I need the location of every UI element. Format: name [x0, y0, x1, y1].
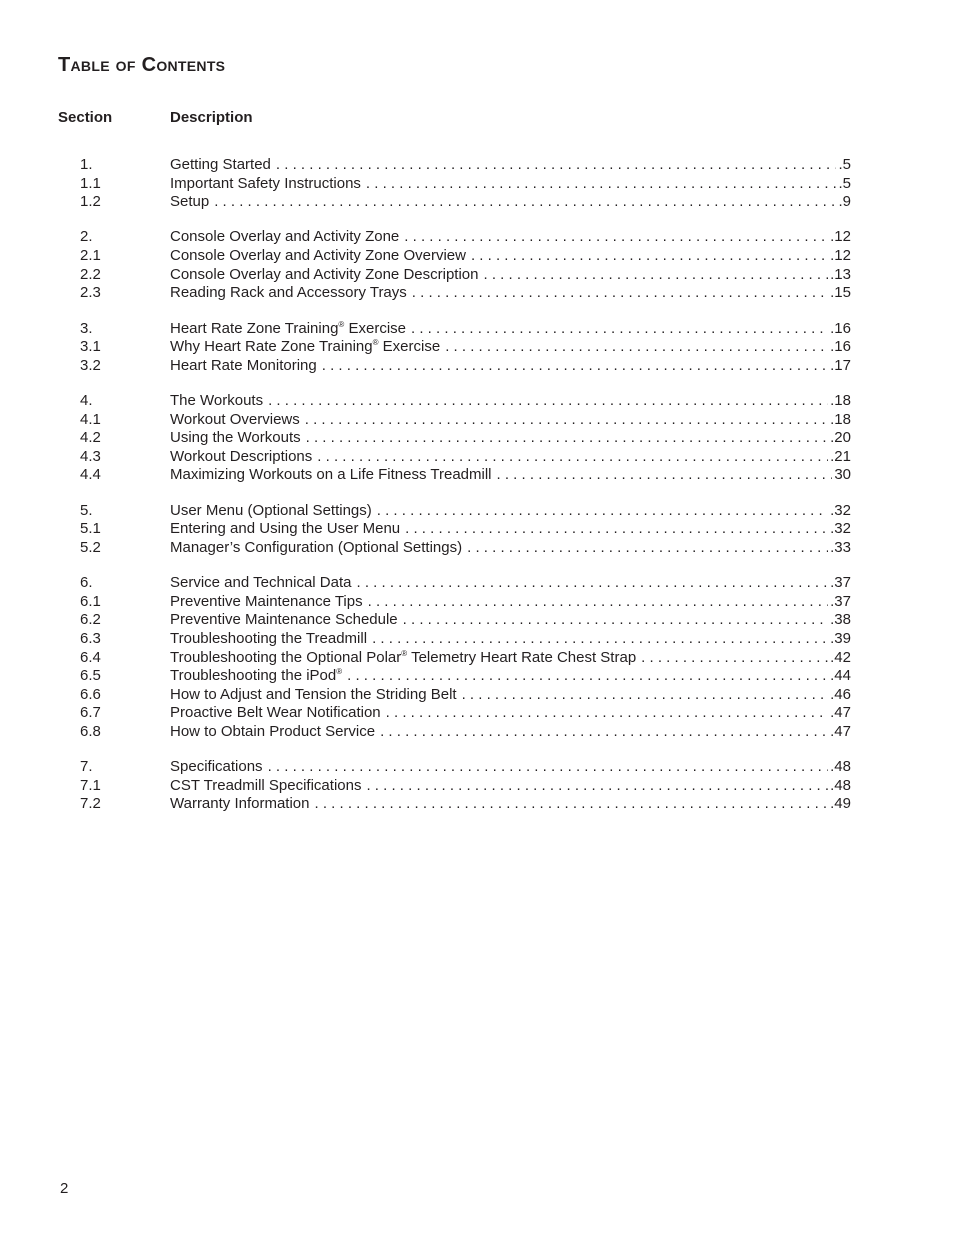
toc-entry-line — [170, 649, 851, 668]
toc-entry[interactable] — [0, 338, 954, 357]
toc-entry-label — [170, 795, 310, 814]
dot-leader — [405, 520, 828, 539]
dot-leader — [411, 320, 828, 339]
toc-entry-label — [170, 574, 352, 593]
toc-page-number: .48 — [830, 776, 851, 794]
toc-entry-line — [170, 338, 851, 357]
toc-entry-line — [170, 611, 851, 630]
toc-entry[interactable] — [0, 704, 954, 723]
toc-entry-label — [170, 758, 263, 777]
toc-section-number: 5. — [80, 501, 93, 519]
toc-group — [0, 392, 954, 485]
toc-page-number: .12 — [830, 247, 851, 265]
toc-entry-label — [170, 392, 263, 411]
toc-section-number: 7.1 — [80, 776, 101, 794]
toc-entry[interactable] — [0, 686, 954, 705]
toc-entry-text: Troubleshooting the iPod — [170, 667, 337, 685]
toc-entry[interactable] — [0, 156, 954, 175]
toc-section-number: 5.1 — [80, 520, 101, 538]
dot-leader — [276, 156, 837, 175]
toc-entry-text: Specifications — [170, 758, 263, 776]
dot-leader — [368, 593, 829, 612]
dot-leader — [412, 284, 828, 303]
dot-leader — [268, 392, 828, 411]
toc-entry-text: Console Overlay and Activity Zone — [170, 228, 400, 246]
toc-entry-line — [170, 723, 851, 742]
toc-page-number: .37 — [830, 592, 851, 610]
toc-page-number: .42 — [830, 648, 851, 666]
registered-mark: ® — [372, 338, 379, 348]
toc-entry-line — [170, 758, 851, 777]
toc-entry-line — [170, 502, 851, 521]
toc-entry-line — [170, 466, 851, 485]
toc-section-number: 4.4 — [80, 466, 101, 484]
toc-entry-label — [170, 284, 407, 303]
toc-entry-text-after: Telemetry Heart Rate Chest Strap — [407, 648, 637, 666]
toc-entry-line — [170, 429, 851, 448]
toc-entry-text: How to Obtain Product Service — [170, 722, 376, 740]
toc-entry-line — [170, 411, 851, 430]
toc-section-number: 3. — [80, 319, 93, 337]
toc-page-number: .39 — [830, 629, 851, 647]
dot-leader — [404, 228, 828, 247]
toc-page-number: .49 — [830, 795, 851, 813]
toc-section-number: 2.2 — [80, 265, 101, 283]
dot-leader — [305, 411, 828, 430]
toc-entry-text: Manager’s Configuration (Optional Settings) — [170, 538, 463, 556]
toc-entry[interactable] — [0, 357, 954, 376]
toc-page-number: .5 — [838, 174, 851, 192]
toc-entry[interactable] — [0, 611, 954, 630]
dot-leader — [357, 574, 829, 593]
dot-leader — [372, 630, 828, 649]
toc-page-number: .46 — [830, 685, 851, 703]
toc-page-number: .32 — [830, 501, 851, 519]
toc-entry-line — [170, 357, 851, 376]
toc-page-number: .20 — [830, 429, 851, 447]
dot-leader — [366, 175, 837, 194]
toc-entry-line — [170, 392, 851, 411]
toc-entry-text: Reading Rack and Accessory Trays — [170, 284, 407, 302]
toc-entry-line — [170, 247, 851, 266]
toc-section-number: 7.2 — [80, 795, 101, 813]
toc-entry-label — [170, 338, 440, 357]
toc-entry-text: Why Heart Rate Zone Training — [170, 338, 373, 356]
toc-entry[interactable] — [0, 429, 954, 448]
dot-leader — [214, 193, 836, 212]
toc-entry[interactable] — [0, 758, 954, 777]
toc-page-number: .37 — [830, 574, 851, 592]
toc-entry-text: How to Adjust and Tension the Striding Belt — [170, 685, 457, 703]
toc-entry-line — [170, 539, 851, 558]
page-number: 2 — [60, 1180, 69, 1197]
description-column-header: Description — [170, 109, 253, 126]
toc-entry[interactable] — [0, 630, 954, 649]
toc-entry-text-after: Exercise — [344, 319, 407, 337]
toc-entry-text-after: Exercise — [378, 338, 441, 356]
toc-entry[interactable] — [0, 466, 954, 485]
toc-page-number: .18 — [830, 410, 851, 428]
toc-page-number: .47 — [830, 722, 851, 740]
toc-entry-label — [170, 520, 400, 539]
toc-entry-text: CST Treadmill Specifications — [170, 776, 362, 794]
toc-page-number: .33 — [830, 538, 851, 556]
toc-entry-text: Console Overlay and Activity Zone Overview — [170, 247, 466, 265]
toc-entry-text: The Workouts — [170, 392, 264, 409]
toc-entry-line — [170, 228, 851, 247]
toc-page-number: .18 — [830, 392, 851, 409]
dot-leader — [268, 758, 829, 777]
toc-page-number: .12 — [830, 228, 851, 246]
toc-page-number: .16 — [830, 338, 851, 356]
toc-section-number: 4.1 — [80, 410, 101, 428]
dot-leader — [462, 686, 829, 705]
toc-entry[interactable] — [0, 777, 954, 796]
toc-entry[interactable] — [0, 411, 954, 430]
toc-entry-text: Warranty Information — [170, 795, 310, 813]
toc-entry-label — [170, 777, 361, 796]
toc-section-number: 4.3 — [80, 447, 101, 465]
toc-entry[interactable] — [0, 266, 954, 285]
toc-entry-text: Heart Rate Zone Training — [170, 319, 339, 337]
toc-section-number: 1.1 — [80, 174, 101, 192]
toc-section-number: 6.7 — [80, 704, 101, 722]
toc-entry[interactable] — [0, 247, 954, 266]
dot-leader — [497, 466, 833, 485]
toc-page-number: .32 — [830, 520, 851, 538]
toc-entry-label — [170, 411, 300, 430]
toc-entry-line — [170, 156, 851, 175]
toc-section-number: 6.4 — [80, 648, 101, 666]
toc-page-number: .47 — [830, 704, 851, 722]
toc-section-number: 2.1 — [80, 247, 101, 265]
toc-entry[interactable] — [0, 175, 954, 194]
toc-entry[interactable] — [0, 593, 954, 612]
dot-leader — [347, 667, 828, 686]
toc-section-number: 2.3 — [80, 284, 101, 302]
toc-section-number: 6.3 — [80, 629, 101, 647]
toc-group — [0, 502, 954, 558]
dot-leader — [471, 247, 828, 266]
toc-entry-line — [170, 795, 851, 814]
toc-entry-line — [170, 574, 851, 593]
toc-entry-label — [170, 686, 457, 705]
toc-entry[interactable] — [0, 284, 954, 303]
toc-page-number: .5 — [838, 156, 851, 173]
toc-entry-label — [170, 175, 361, 194]
toc-section-number: 6.6 — [80, 685, 101, 703]
registered-mark: ® — [401, 648, 408, 658]
toc-entry-label — [170, 320, 406, 339]
toc-section-number: 6.8 — [80, 722, 101, 740]
dot-leader — [641, 649, 828, 668]
toc-page-number: .9 — [838, 193, 851, 211]
toc-page-number: .13 — [830, 265, 851, 283]
toc-group — [0, 320, 954, 376]
toc-section-number: 2. — [80, 228, 93, 246]
dot-leader — [386, 704, 828, 723]
toc-section-number: 6.2 — [80, 611, 101, 629]
toc-section-number: 7. — [80, 758, 93, 776]
toc-section-number: 6. — [80, 574, 93, 592]
toc-entry-line — [170, 630, 851, 649]
toc-entry-label — [170, 502, 372, 521]
toc-entry-line — [170, 593, 851, 612]
toc-page-number: .44 — [830, 667, 851, 685]
toc-list — [0, 156, 954, 831]
toc-entry-label — [170, 228, 399, 247]
toc-entry-text: Using the Workouts — [170, 429, 301, 447]
toc-entry-line — [170, 704, 851, 723]
toc-section-number: 6.1 — [80, 592, 101, 610]
toc-section-number: 1.2 — [80, 193, 101, 211]
toc-section-number: 5.2 — [80, 538, 101, 556]
toc-entry-label — [170, 649, 636, 668]
toc-entry-text: Heart Rate Monitoring — [170, 356, 317, 374]
section-column-header: Section — [58, 109, 113, 126]
toc-entry-line — [170, 320, 851, 339]
page-title: Table of Contents — [58, 54, 226, 76]
toc-entry[interactable] — [0, 539, 954, 558]
toc-entry-label — [170, 466, 492, 485]
dot-leader — [366, 777, 828, 796]
toc-section-number: 4. — [80, 392, 93, 409]
toc-entry[interactable] — [0, 502, 954, 521]
toc-section-number: 3.1 — [80, 338, 101, 356]
toc-entry[interactable] — [0, 520, 954, 539]
toc-page-number: .17 — [830, 356, 851, 374]
toc-entry-label — [170, 630, 367, 649]
toc-entry-line — [170, 193, 851, 212]
toc-group — [0, 758, 954, 814]
toc-entry[interactable] — [0, 320, 954, 339]
toc-entry[interactable] — [0, 649, 954, 668]
toc-entry-label — [170, 193, 209, 212]
toc-entry-label — [170, 611, 398, 630]
toc-page-number: .48 — [830, 758, 851, 776]
toc-section-number: 6.5 — [80, 667, 101, 685]
toc-page-number: 30 — [834, 466, 851, 484]
registered-mark: ® — [338, 319, 345, 329]
toc-entry-label — [170, 448, 312, 467]
toc-section-number: 3.2 — [80, 356, 101, 374]
toc-entry-label — [170, 723, 375, 742]
toc-entry-text: Preventive Maintenance Tips — [170, 592, 363, 610]
toc-entry-label — [170, 539, 462, 558]
toc-entry-text: Troubleshooting the Optional Polar — [170, 648, 402, 666]
toc-entry-text: Workout Overviews — [170, 410, 300, 428]
toc-entry-label — [170, 593, 363, 612]
toc-entry-line — [170, 284, 851, 303]
dot-leader — [483, 266, 828, 285]
toc-entry-text: User Menu (Optional Settings) — [170, 501, 372, 519]
toc-section-number: 4.2 — [80, 429, 101, 447]
dot-leader — [377, 502, 828, 521]
toc-entry-text: Console Overlay and Activity Zone Description — [170, 265, 479, 283]
toc-entry[interactable] — [0, 795, 954, 814]
toc-group — [0, 574, 954, 741]
dot-leader — [322, 357, 828, 376]
toc-entry-text: Proactive Belt Wear Notification — [170, 704, 381, 722]
toc-entry-text: Preventive Maintenance Schedule — [170, 611, 398, 629]
toc-entry-line — [170, 448, 851, 467]
toc-entry-text: Setup — [170, 193, 210, 211]
dot-leader — [403, 611, 828, 630]
toc-entry-text: Entering and Using the User Menu — [170, 520, 401, 538]
toc-page-number: .15 — [830, 284, 851, 302]
toc-entry-label — [170, 357, 317, 376]
toc-entry-line — [170, 266, 851, 285]
toc-section-number: 1. — [80, 156, 93, 173]
toc-entry-label — [170, 667, 342, 686]
dot-leader — [445, 338, 828, 357]
toc-entry[interactable] — [0, 193, 954, 212]
toc-page-number: .21 — [830, 447, 851, 465]
toc-entry-label — [170, 247, 466, 266]
toc-entry-text: Workout Descriptions — [170, 447, 313, 465]
dot-leader — [306, 429, 829, 448]
dot-leader — [315, 795, 829, 814]
toc-page-number: .16 — [830, 319, 851, 337]
toc-entry-label — [170, 429, 301, 448]
toc-entry[interactable] — [0, 392, 954, 411]
toc-entry-text: Important Safety Instructions — [170, 174, 361, 192]
toc-entry-line — [170, 777, 851, 796]
toc-group — [0, 228, 954, 302]
toc-entry-text: Getting Started — [170, 156, 271, 173]
toc-group — [0, 156, 954, 212]
toc-entry[interactable] — [0, 228, 954, 247]
toc-page-number: .38 — [830, 611, 851, 629]
toc-entry-text: Troubleshooting the Treadmill — [170, 629, 368, 647]
toc-entry[interactable] — [0, 574, 954, 593]
toc-entry-line — [170, 175, 851, 194]
toc-entry[interactable] — [0, 723, 954, 742]
dot-leader — [380, 723, 828, 742]
toc-entry[interactable] — [0, 667, 954, 686]
toc-entry[interactable] — [0, 448, 954, 467]
toc-entry-line — [170, 686, 851, 705]
toc-entry-line — [170, 667, 851, 686]
toc-entry-text: Maximizing Workouts on a Life Fitness Treadmill — [170, 466, 492, 484]
toc-entry-line — [170, 520, 851, 539]
dot-leader — [317, 448, 828, 467]
toc-entry-label — [170, 266, 478, 285]
toc-entry-label — [170, 704, 381, 723]
registered-mark: ® — [336, 667, 343, 677]
dot-leader — [467, 539, 828, 558]
toc-entry-text: Service and Technical Data — [170, 574, 352, 592]
toc-entry-label — [170, 156, 271, 175]
